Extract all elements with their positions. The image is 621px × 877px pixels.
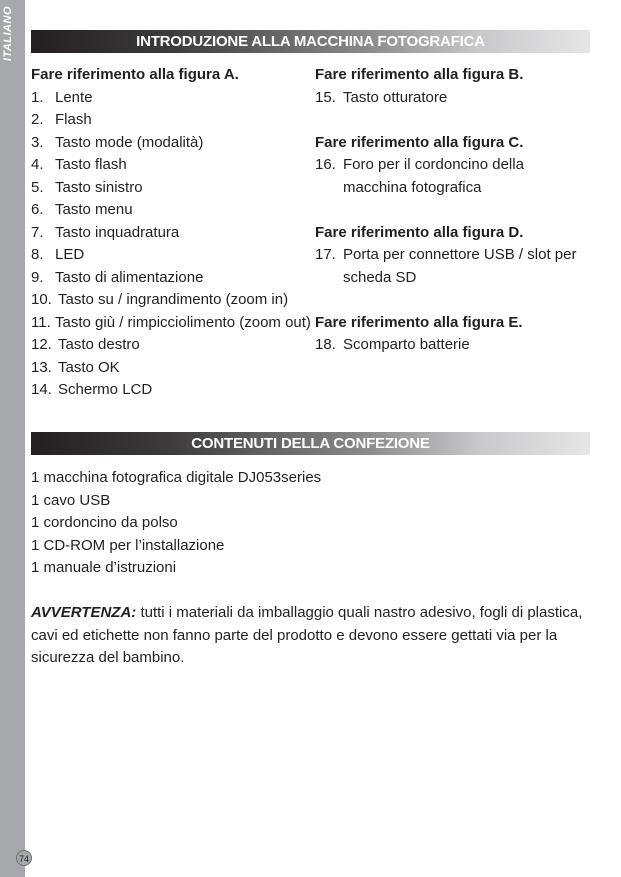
side-band (0, 0, 25, 877)
list-item (31, 199, 316, 222)
list-item (31, 289, 316, 312)
list-item (31, 222, 316, 245)
list-item (31, 154, 316, 177)
item-number: 3. (31, 133, 44, 151)
item-text: Tasto giù / rimpicciolimento (zoom out) (55, 313, 311, 331)
item-number: 14. (31, 381, 52, 398)
item-number: 9. (31, 268, 44, 286)
list-item (31, 357, 316, 380)
item-text: Tasto su / ingrandimento (zoom in) (58, 291, 289, 308)
item-text: Porta per connettore USB / slot per (343, 246, 577, 263)
language-label: ITALIANO (2, 6, 14, 62)
list-item (315, 334, 595, 357)
item-number: 1. (31, 88, 44, 106)
section-title-contents: CONTENUTI DELLA CONFEZIONE (31, 432, 590, 455)
item-text: Tasto mode (modalità) (55, 133, 204, 151)
item-number: 2. (31, 111, 44, 128)
list-item (31, 267, 316, 290)
item-text: Tasto menu (55, 201, 133, 218)
item-text: Tasto di alimentazione (55, 268, 204, 286)
list-item (31, 177, 316, 200)
item-text: Scomparto batterie (343, 336, 470, 353)
figure-b-e-list (315, 64, 595, 357)
list-item (315, 87, 595, 110)
figure-a-list (31, 64, 316, 402)
package-contents-list (31, 467, 591, 580)
item-text: Tasto destro (58, 336, 140, 353)
item-text: Tasto flash (55, 156, 127, 173)
item-text: Tasto OK (58, 358, 120, 376)
list-item: 1 macchina fotografica digitale DJ053series (31, 469, 322, 486)
section-title-introduction: INTRODUZIONE ALLA MACCHINA FOTOGRAFICA (31, 30, 590, 53)
list-item (31, 132, 316, 155)
list-item (31, 334, 316, 357)
item-number: 17. (315, 246, 336, 263)
figure-a-heading: Fare riferimento alla figura A. (31, 66, 239, 83)
warning-paragraph (31, 602, 593, 670)
list-item (31, 109, 316, 132)
item-text: Schermo LCD (58, 381, 153, 398)
list-item (31, 312, 316, 335)
item-number: 8. (31, 246, 44, 263)
item-number: 11. (31, 313, 51, 331)
item-text: Lente (55, 88, 93, 106)
list-item: 1 manuale d’istruzioni (31, 559, 177, 576)
list-item: 1 CD-ROM per l’installazione (31, 536, 225, 554)
item-text: Tasto inquadratura (55, 223, 180, 241)
item-text-continued: scheda SD (343, 268, 417, 286)
list-item (315, 244, 595, 267)
warning-text: tutti i materiali da imballaggio quali nastro adesivo, fogli di plastica, cavi ed etichette non fanno parte del prodotto e devono essere gettati via per la sicurezza del bambino. (31, 604, 583, 666)
item-number: 5. (31, 178, 44, 196)
item-number: 4. (31, 156, 44, 173)
warning-label: AVVERTENZA: (31, 604, 137, 621)
item-number: 12. (31, 336, 52, 353)
item-text: Tasto sinistro (55, 178, 143, 196)
figure-d-heading: Fare riferimento alla figura D. (315, 223, 524, 241)
item-number: 6. (31, 201, 44, 218)
item-text: Foro per il cordoncino della (343, 156, 524, 173)
item-number: 18. (315, 336, 336, 353)
item-text: Tasto otturatore (343, 88, 448, 106)
item-number: 7. (31, 223, 44, 241)
list-item (31, 379, 316, 402)
item-number: 10. (31, 291, 52, 308)
page-number: 74 (16, 850, 32, 866)
list-item: 1 cavo USB (31, 491, 111, 509)
list-item: 1 cordoncino da polso (31, 514, 178, 531)
item-number: 13. (31, 358, 52, 376)
list-item (31, 244, 316, 267)
item-text-continued: macchina fotografica (343, 178, 482, 196)
figure-b-heading: Fare riferimento alla figura B. (315, 66, 524, 83)
list-item (315, 154, 595, 177)
figure-e-heading: Fare riferimento alla figura E. (315, 313, 523, 331)
list-item (31, 87, 316, 110)
figure-c-heading: Fare riferimento alla figura C. (315, 133, 524, 151)
item-number: 16. (315, 156, 336, 173)
item-text: Flash (55, 111, 92, 128)
item-number: 15. (315, 88, 336, 106)
item-text: LED (55, 246, 85, 263)
